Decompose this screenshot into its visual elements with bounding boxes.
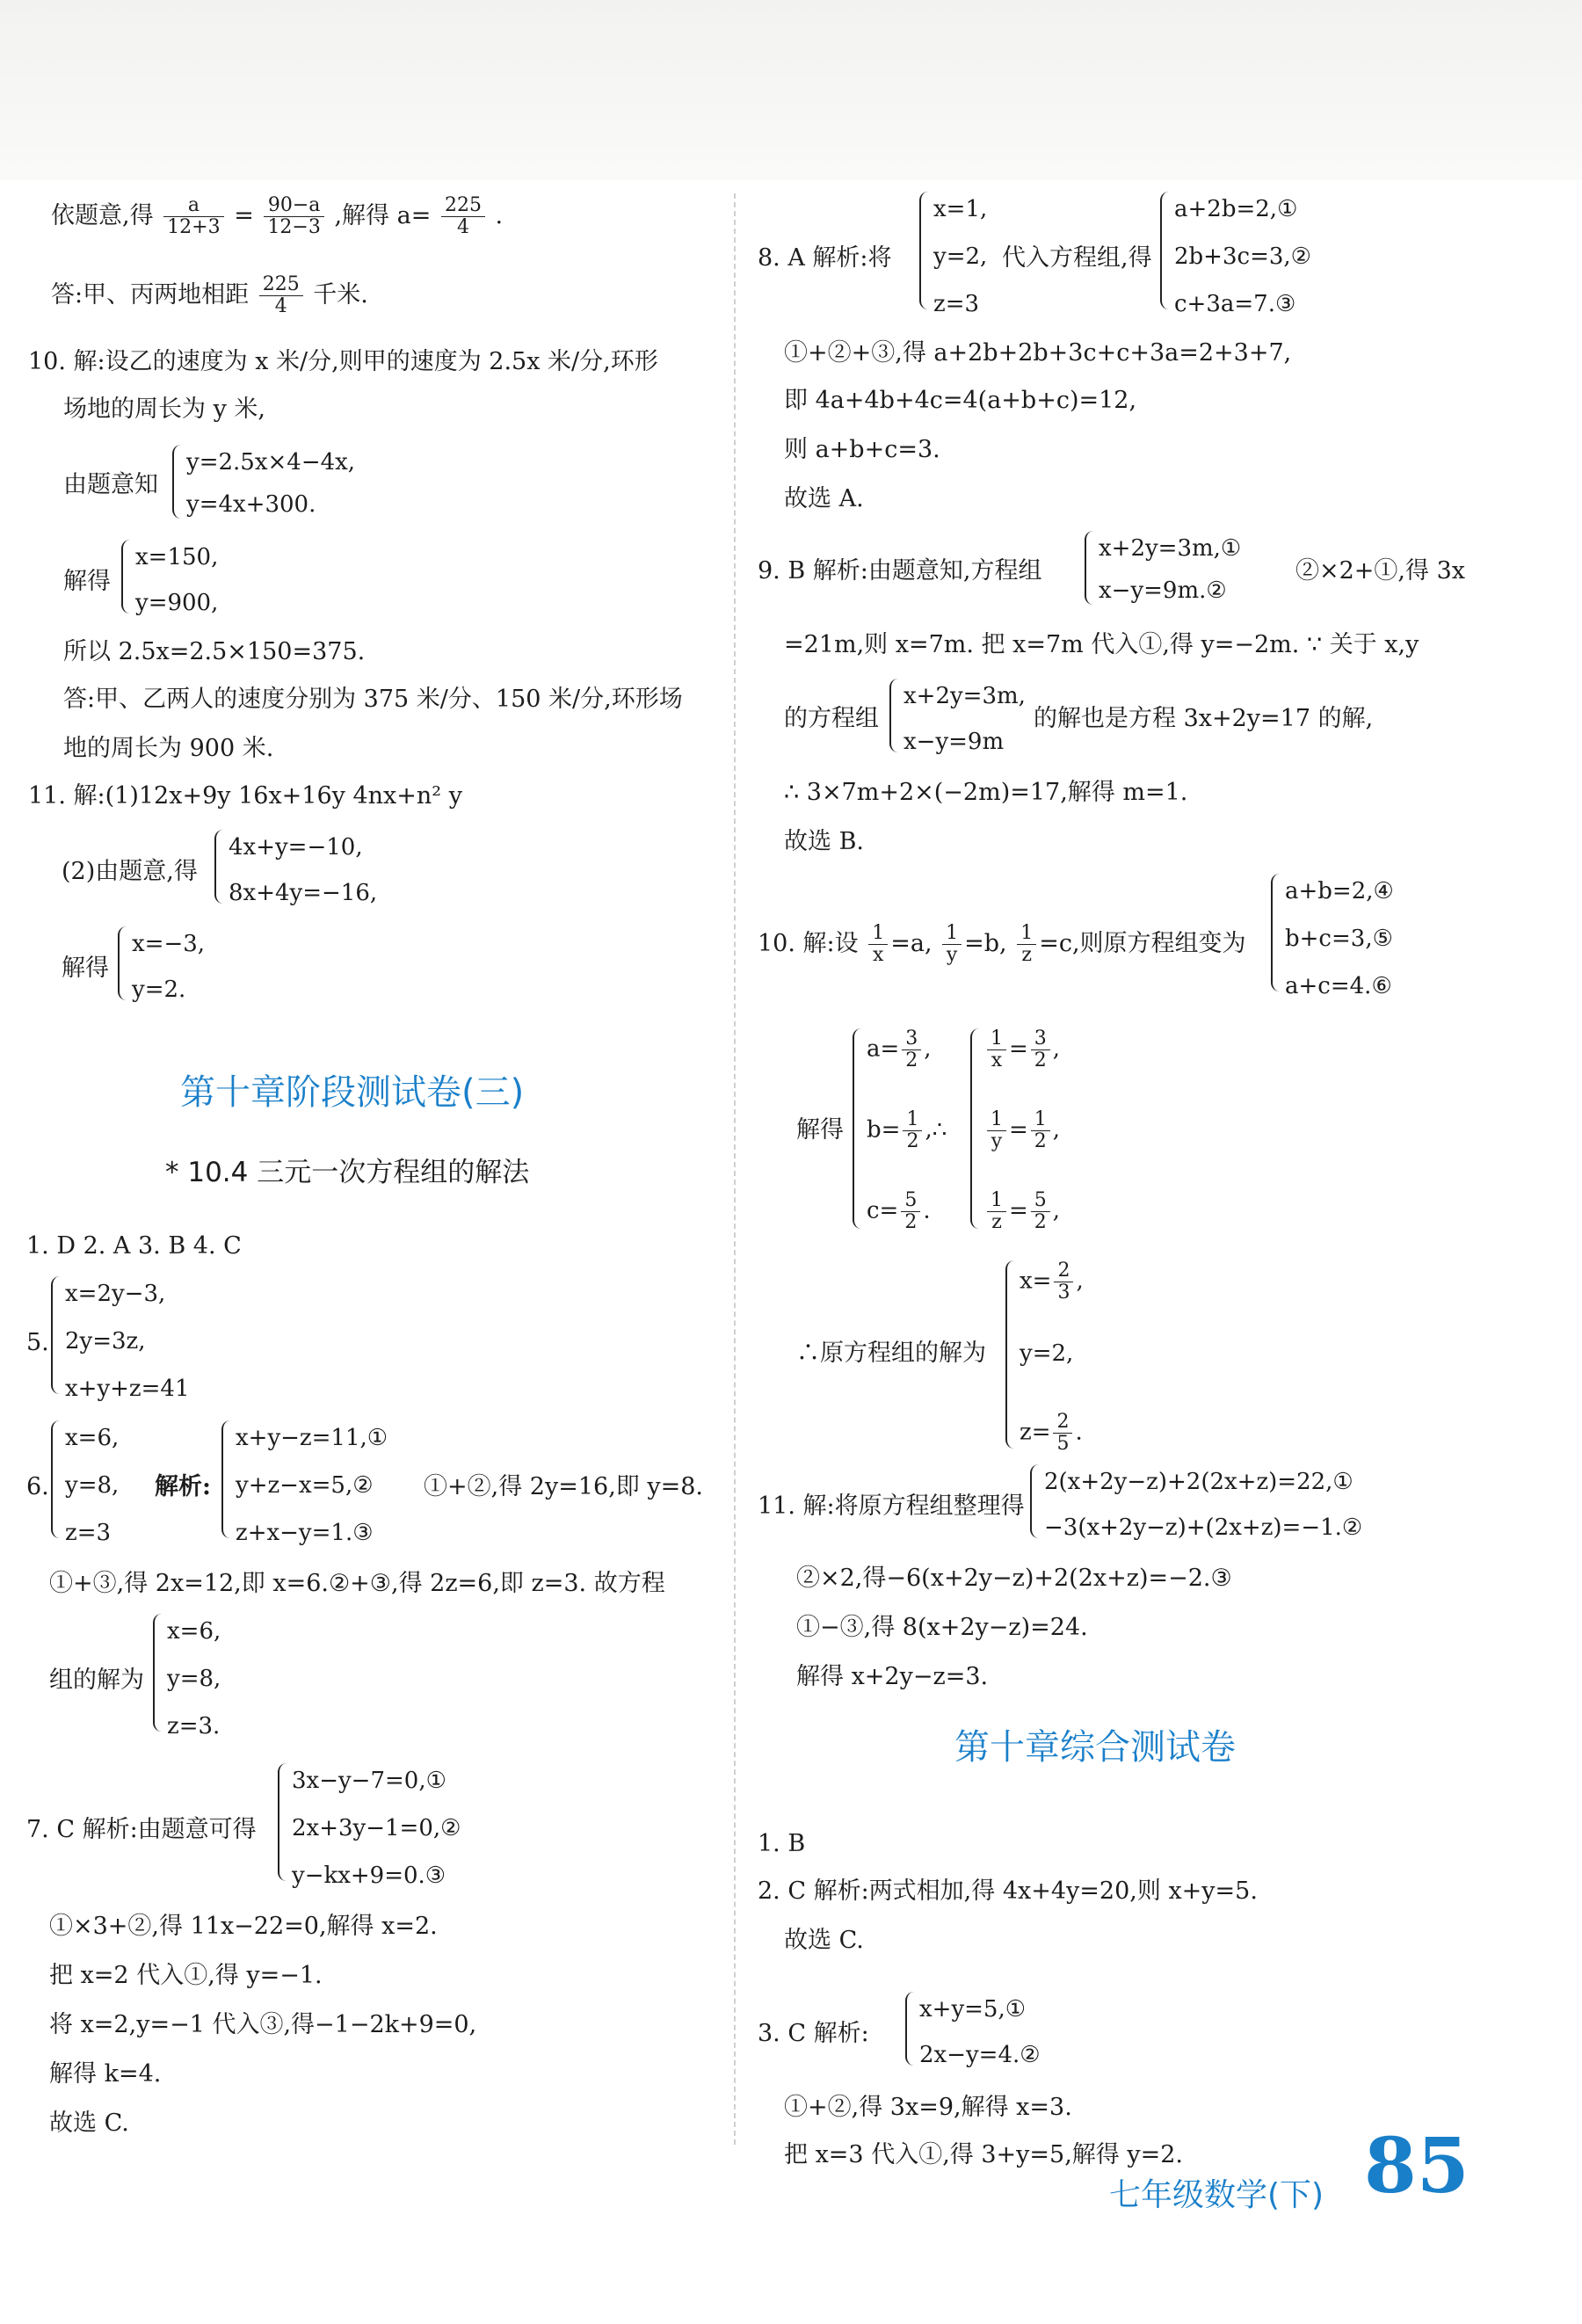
system-row: y+z−x=5,② [236,1472,374,1499]
numerator: 1 [903,1109,922,1131]
denominator: 4 [274,295,287,317]
right-line-02: ①+②+③,得 a+2b+2b+3c+c+3a=2+3+7, [784,339,1292,367]
text: =c,则原方程组变为 [1039,930,1246,957]
numerator: 225 [441,195,485,217]
brace [1160,192,1172,309]
right-line-10: 故选 B. [784,828,865,855]
system-row: x+y+z=41 [65,1376,190,1402]
left-line-15-label: 6. [26,1473,49,1500]
fraction [1054,1260,1073,1304]
right-line-06-label: 9. B 解析:由题意知,方程组 [758,557,1042,585]
left-line-04: 场地的周长为 y 米, [63,396,266,423]
system-row: 2(x+2y−z)+2(2x+z)=22,① [1044,1469,1353,1495]
numerator: a [163,195,223,217]
system-row: y=2. [132,977,186,1003]
right-line-15: ②×2,得−6(x+2y−z)+2(2x+z)=−2.③ [796,1565,1232,1592]
system-row: x=6, [167,1618,221,1645]
system-row: x+y=5,① [919,1996,1027,2023]
left-line-03: 10. 解:设乙的速度为 x 米/分,则甲的速度为 2.5x 米/分,环形 [28,348,658,375]
system-row: y=900, [135,590,219,616]
fraction [1031,1190,1050,1233]
brace [153,1614,165,1732]
denominator: 2 [1034,1130,1047,1152]
system-row: x+2y=3m,① [1099,535,1242,562]
system-row: 2y=3z, [65,1328,146,1354]
left-line-15-tail: ①+②,得 2y=16,即 y=8. [424,1473,704,1500]
numerator: 3 [902,1028,921,1050]
system-row: a+b=2,④ [1285,878,1394,904]
denominator: 4 [456,216,469,238]
system-row: 2b+3c=3,② [1174,243,1311,270]
var: y=2, [1020,1340,1074,1367]
numerator: 1 [987,1028,1006,1050]
tail: . [923,1197,931,1224]
left-line-06-label: 解得 [63,568,111,595]
system-row: x=−3, [132,931,206,957]
left-line-05-label: 由题意知 [63,471,158,498]
system-row [867,1028,932,1071]
brace [278,1763,290,1881]
denominator: 5 [1056,1433,1070,1455]
left-line-08: 答:甲、乙两人的速度分别为 375 米/分、150 米/分,环形场 [63,686,683,713]
system-row [984,1190,1060,1233]
numerator: 1 [942,923,962,945]
left-line-10: 11. 解:(1)12x+9y 16x+16y 4nx+n² y [28,782,462,810]
fraction [441,195,485,238]
system-row: y=4x+300. [186,491,316,518]
left-line-21: 将 x=2,y=−1 代入③,得−1−2k+9=0, [49,2011,477,2038]
left-line-17-label: 组的解为 [49,1667,144,1694]
right-line-06-tail: ②×2+①,得 3x [1295,557,1465,585]
system-row: x+2y=3m, [903,683,1026,709]
denominator: 2 [1034,1211,1047,1233]
denominator: z [1021,944,1033,966]
denominator: 2 [905,1049,918,1071]
fraction [1053,1412,1072,1455]
system-row: a+c=4.⑥ [1285,973,1392,999]
fraction [163,195,223,238]
text: ,解得 a= [334,202,432,229]
brace [889,679,902,752]
left-line-19: ①×3+②,得 11x−22=0,解得 x=2. [49,1913,438,1940]
left-line-20: 把 x=2 代入①,得 y=−1. [49,1962,323,1989]
brace [919,192,932,309]
text: 千米. [313,281,368,309]
brace [51,1276,63,1394]
numerator: 5 [901,1190,920,1212]
right-line-09: ∴ 3×7m+2×(−2m)=17,解得 m=1. [784,779,1188,806]
system-row: y=8, [65,1472,120,1499]
right-line-03: 即 4a+4b+4c=4(a+b+c)=12, [784,387,1137,414]
system-row: x−y=9m [903,729,1005,755]
text: 依题意,得 [51,202,154,229]
right-line-22: ①+②,得 3x=9,解得 x=3. [784,2094,1072,2121]
brace [121,540,134,614]
text: 答:甲、丙两地相距 [51,281,250,309]
system-row [1020,1412,1083,1455]
text: =b, [964,930,1007,957]
numerator: 1 [1031,1109,1050,1131]
denominator: 2 [904,1211,918,1233]
right-line-23: 把 x=3 代入①,得 3+y=5,解得 y=2. [784,2141,1184,2168]
brace [905,1992,918,2066]
denominator: z [991,1211,1002,1233]
system-row: 4x+y=−10, [229,834,363,861]
text: = [234,202,254,229]
var: x= [1020,1267,1052,1295]
system-row [984,1109,1060,1152]
left-line-02 [51,274,368,317]
system-row: x=1, [933,196,988,222]
denominator: 12+3 [167,216,221,238]
right-line-21-label: 3. C 解析: [758,2020,869,2047]
book-title: 七年级数学(下) [1109,2177,1324,2213]
right-line-04: 则 a+b+c=3. [784,436,940,463]
left-line-18-label: 7. C 解析:由题意可得 [26,1816,257,1843]
fraction [1031,1109,1050,1152]
left-line-11-label: (2)由题意,得 [62,858,198,885]
right-line-01-mid: 代入方程组,得 [1002,244,1152,272]
system-row: 2x−y=4.② [919,2042,1041,2068]
system-row: x=6, [65,1425,120,1451]
column-divider [734,193,736,2145]
fraction [902,1028,921,1071]
right-line-07: =21m,则 x=7m. 把 x=7m 代入①,得 y=−2m. ∵ 关于 x,y [784,631,1419,658]
brace [1085,531,1097,605]
numerator: 2 [1054,1260,1073,1282]
system-row [1020,1336,1073,1371]
right-line-20: 故选 C. [784,1927,864,1954]
fraction [987,1190,1006,1233]
right-line-18: 1. B [758,1830,806,1857]
denominator: 12−3 [267,216,321,238]
system-row: 2x+3y−1=0,② [292,1815,461,1841]
system-row: x−y=9m.② [1099,577,1227,604]
fraction [259,274,303,317]
system-row: z=3 [933,291,980,317]
denominator: 3 [1057,1282,1070,1304]
left-line-09: 地的周长为 900 米. [63,735,274,762]
system-row: c+3a=7.③ [1174,291,1296,317]
equals: = [1009,1197,1028,1224]
system-row: a+2b=2,① [1174,196,1298,222]
brace [214,830,227,904]
denominator: y [991,1130,1003,1152]
denominator: 2 [1034,1049,1047,1071]
system-q10-abc-solution [853,1028,958,1231]
numerator: 1 [987,1190,1006,1212]
tail: , [1052,1197,1061,1224]
equals: = [1009,1116,1028,1144]
left-line-07: 所以 2.5x=2.5×150=375. [63,638,366,665]
brace [51,1420,63,1538]
fraction [868,923,888,966]
numerator: 5 [1031,1190,1050,1212]
left-line-14-label: 5. [26,1329,49,1356]
brace [172,445,185,519]
var: z= [1020,1419,1051,1446]
system-row: x+y−z=11,① [236,1425,388,1451]
tail: . [1075,1419,1083,1446]
left-line-12-label: 解得 [62,955,109,982]
numerator: 90−a [264,195,323,217]
left-line-23: 故选 C. [49,2110,129,2137]
right-line-11 [758,923,1246,966]
system-row: y=2.5x×4−4x, [186,449,356,476]
right-line-16: ①−③,得 8(x+2y−z)=24. [796,1614,1088,1641]
left-line-13: 1. D 2. A 3. B 4. C [26,1232,242,1260]
fraction [1031,1028,1050,1071]
page-number: 85 [1364,2122,1470,2211]
system-row: x=150, [135,544,219,570]
system-row [867,1109,947,1152]
section-heading-comprehensive-test: 第十章综合测试卷 [954,1727,1236,1768]
tail: , [924,1035,932,1063]
system-row: b+c=3,⑤ [1285,926,1393,952]
right-line-08-tail: 的解也是方程 3x+2y=17 的解, [1034,705,1374,732]
tail: ,∴ [925,1116,947,1144]
left-line-16: ①+③,得 2x=12,即 x=6.②+③,得 2z=6,即 z=3. 故方程 [49,1570,665,1597]
numerator: 3 [1031,1028,1050,1050]
var: c= [867,1197,899,1224]
system-row: z=3. [167,1713,221,1739]
right-line-19: 2. C 解析:两式相加,得 4x+4y=20,则 x+y=5. [758,1877,1258,1905]
right-line-17: 解得 x+2y−z=3. [796,1663,989,1690]
right-line-12-label: 解得 [796,1116,844,1144]
fraction [987,1109,1006,1152]
right-line-01-label: 8. A 解析:将 [758,244,892,272]
brace [1271,874,1283,991]
left-line-01 [51,195,503,238]
fraction [987,1028,1006,1071]
numerator: 1 [987,1109,1006,1131]
tail: , [1052,1035,1061,1063]
system-row: 8x+4y=−16, [229,880,378,906]
fraction [901,1190,920,1233]
denominator: 2 [906,1130,919,1152]
text: . [495,202,504,229]
var: a= [867,1035,900,1063]
right-line-14-label: 11. 解:将原方程组整理得 [758,1492,1025,1520]
scan-top-band [0,0,1582,180]
numerator: 225 [259,274,303,296]
subsection-heading-10-4: * 10.4 三元一次方程组的解法 [165,1157,530,1188]
equals: = [1009,1035,1028,1063]
denominator: x [873,944,884,966]
fraction [1017,923,1036,966]
numerator: 1 [1017,923,1036,945]
tail: , [1076,1267,1084,1295]
numerator: 2 [1053,1412,1072,1434]
text: =a, [890,930,933,957]
system-row: z=3 [65,1520,112,1546]
right-line-08-label: 的方程组 [784,705,879,732]
right-line-13-label: ∴原方程组的解为 [796,1340,986,1367]
brace [1030,1464,1042,1538]
brace [118,926,130,1000]
denominator: x [991,1049,1003,1071]
section-heading-stage-test-3: 第十章阶段测试卷(三) [180,1072,525,1113]
left-line-22: 解得 k=4. [49,2060,162,2088]
system-row: y=2, [933,243,988,270]
system-row: y=8, [167,1666,221,1692]
system-row [867,1190,931,1233]
system-row: 3x−y−7=0,① [292,1768,446,1794]
fraction [903,1109,922,1152]
numerator: 1 [868,923,888,945]
system-row [1020,1260,1084,1304]
fraction [264,195,323,238]
denominator: y [946,944,958,966]
brace [1005,1260,1018,1449]
system-row: y−kx+9=0.③ [292,1863,446,1889]
brace [853,1028,865,1229]
analysis-label: 解析: [155,1473,211,1500]
system-row: z+x−y=1.③ [236,1520,374,1546]
system-row: −3(x+2y−z)+(2x+z)=−1.② [1044,1514,1363,1541]
fraction [942,923,962,966]
system-row [984,1028,1060,1071]
text: 10. 解:设 [758,930,859,957]
brace [970,1028,983,1229]
var: b= [867,1116,901,1144]
right-line-05: 故选 A. [784,485,864,512]
tail: , [1052,1116,1061,1144]
brace [221,1420,234,1538]
system-row: x=2y−3, [65,1281,166,1307]
